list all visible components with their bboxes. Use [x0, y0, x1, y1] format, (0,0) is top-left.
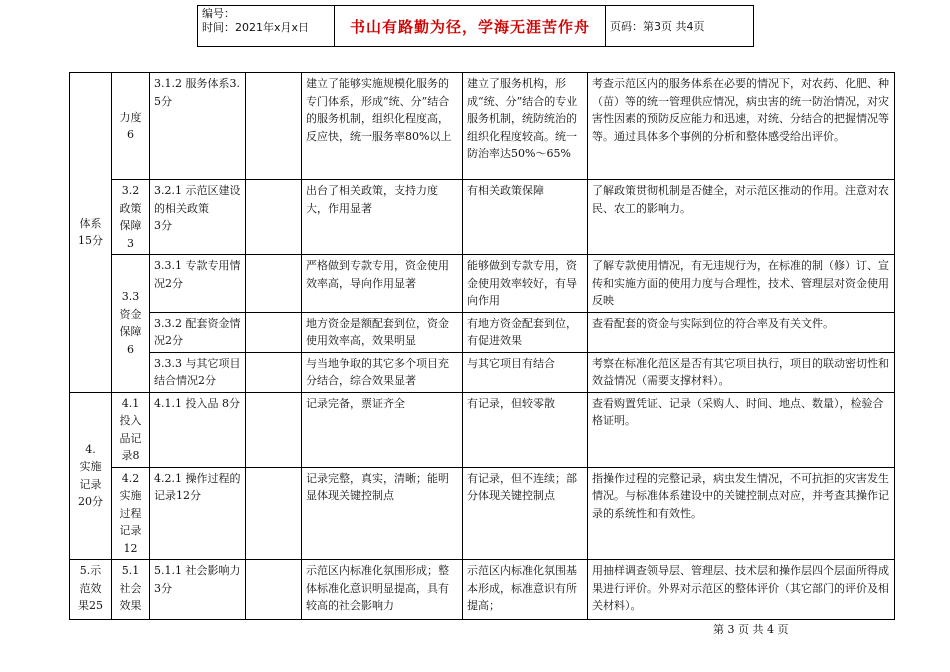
cell-criteria-mid: 有记录，但较零散 [463, 392, 588, 467]
cell-method: 考察在标准化范区是否有其它项目执行，项目的联动密切性和效益情况（需要支撑材料）。 [588, 352, 895, 392]
cell-method: 查看配套的资金与实际到位的符合率及有关文件。 [588, 312, 895, 352]
cell-level2: 3.2 政策 保障 3 [112, 180, 150, 255]
cell-item: 3.1.2 服务体系3.5分 [150, 73, 246, 180]
cell-level2: 4.2 实施 过程 记录 12 [112, 467, 150, 560]
cell-criteria-mid: 能够做到专款专用，资金使用效率较好，有导向作用 [463, 255, 588, 313]
cell-method: 了解专款使用情况，有无违规行为，在标准的制（修）订、宣传和实施方面的使用力度与合理性，技术、管理层对资金使用反映 [588, 255, 895, 313]
header-info [198, 6, 335, 47]
table-row [70, 352, 895, 392]
cell-level1-records: 4. 实施 记录 20分 [70, 392, 112, 560]
cell-blank [246, 560, 302, 620]
header-time: 时间：2021年x月x日 [202, 21, 310, 34]
cell-criteria-mid: 与其它项目有结合 [463, 352, 588, 392]
cell-criteria-high: 与当地争取的其它多个项目充分结合，综合效果显著 [302, 352, 463, 392]
cell-criteria-mid: 有记录，但不连续；部分体现关键控制点 [463, 467, 588, 560]
page-header [197, 5, 754, 47]
table-row [70, 73, 895, 180]
table-row [70, 180, 895, 255]
cell-blank [246, 392, 302, 467]
cell-blank [246, 312, 302, 352]
cell-level1-system: 体系 15分 [70, 73, 112, 393]
header-code: 编号： [202, 7, 235, 20]
header-motto: 书山有路勤为径，学海无涯苦作舟 [335, 6, 606, 47]
cell-level2: 3.3 资金 保障 6 [112, 255, 150, 393]
cell-blank [246, 73, 302, 180]
cell-method: 查看购置凭证、记录（采购人、时间、地点、数量），检验合格证明。 [588, 392, 895, 467]
cell-method: 考查示范区内的服务体系在必要的情况下，对农药、化肥、种（苗）等的统一管理供应情况，病虫害的统一防治情况，对灾害性因素的预防反应能力和迅速，对统、分结合的把握情况等等。通过具体多个事例的分析和整体感受给出评价。 [588, 73, 895, 180]
cell-criteria-mid: 有地方资金配套到位，有促进效果 [463, 312, 588, 352]
page-footer: 第 3 页 共 4 页 [713, 623, 789, 636]
cell-item: 4.1.1 投入品 8分 [150, 392, 246, 467]
cell-method: 用抽样调查领导层、管理层、技术层和操作层四个层面所得成果进行评价。外界对示范区的整体评价（其它部门的评价及相关材料）。 [588, 560, 895, 620]
cell-level2: 4.1 投入 品记 录8 [112, 392, 150, 467]
cell-item: 3.3.2 配套资金情况2分 [150, 312, 246, 352]
cell-criteria-high: 出台了相关政策，支持力度大，作用显著 [302, 180, 463, 255]
table-row [70, 255, 895, 313]
cell-blank [246, 180, 302, 255]
cell-criteria-high: 记录完备，票证齐全 [302, 392, 463, 467]
table-row [70, 312, 895, 352]
cell-criteria-mid: 有相关政策保障 [463, 180, 588, 255]
cell-item: 3.2.1 示范区建设的相关政策 3分 [150, 180, 246, 255]
cell-criteria-high: 建立了能够实施规模化服务的专门体系，形成“统、分”结合的服务机制，组织化程度高，反应快，统一服务率80%以上 [302, 73, 463, 180]
table-row [70, 467, 895, 560]
cell-blank [246, 255, 302, 313]
cell-level2: 5.1 社会 效果 [112, 560, 150, 620]
cell-blank [246, 352, 302, 392]
header-page-number: 页码：第3页 共4页 [606, 6, 754, 47]
cell-criteria-mid: 示范区内标准化氛围基本形成，标准意识有所提高； [463, 560, 588, 620]
cell-item: 3.3.1 专款专用情况2分 [150, 255, 246, 313]
cell-method: 指操作过程的完整记录，病虫发生情况，不可抗拒的灾害发生情况。与标准体系建设中的关键控制点对应，并考查其操作记录的系统性和有效性。 [588, 467, 895, 560]
table-row [70, 392, 895, 467]
cell-criteria-high: 地方资金是额配套到位，资金使用效率高，效果明显 [302, 312, 463, 352]
cell-criteria-high: 记录完整，真实，清晰；能明显体现关键控制点 [302, 467, 463, 560]
cell-item: 5.1.1 社会影响力3分 [150, 560, 246, 620]
cell-item: 4.2.1 操作过程的记录12分 [150, 467, 246, 560]
cell-criteria-mid: 建立了服务机构，形成“统、分”结合的专业服务机制，统防统治的组织化程度较高。统一防治率达50%～65% [463, 73, 588, 180]
cell-blank [246, 467, 302, 560]
table-row [70, 560, 895, 620]
cell-method: 了解政策贯彻机制是否健全，对示范区推动的作用。注意对农民、农工的影响力。 [588, 180, 895, 255]
cell-level1-effect: 5.示 范效 果25 [70, 560, 112, 620]
evaluation-table [69, 72, 895, 620]
cell-item: 3.3.3 与其它项目结合情况2分 [150, 352, 246, 392]
cell-criteria-high: 示范区内标准化氛围形成；整体标准化意识明显提高，具有较高的社会影响力 [302, 560, 463, 620]
cell-criteria-high: 严格做到专款专用，资金使用效率高，导向作用显著 [302, 255, 463, 313]
cell-level2: 力度 6 [112, 73, 150, 180]
